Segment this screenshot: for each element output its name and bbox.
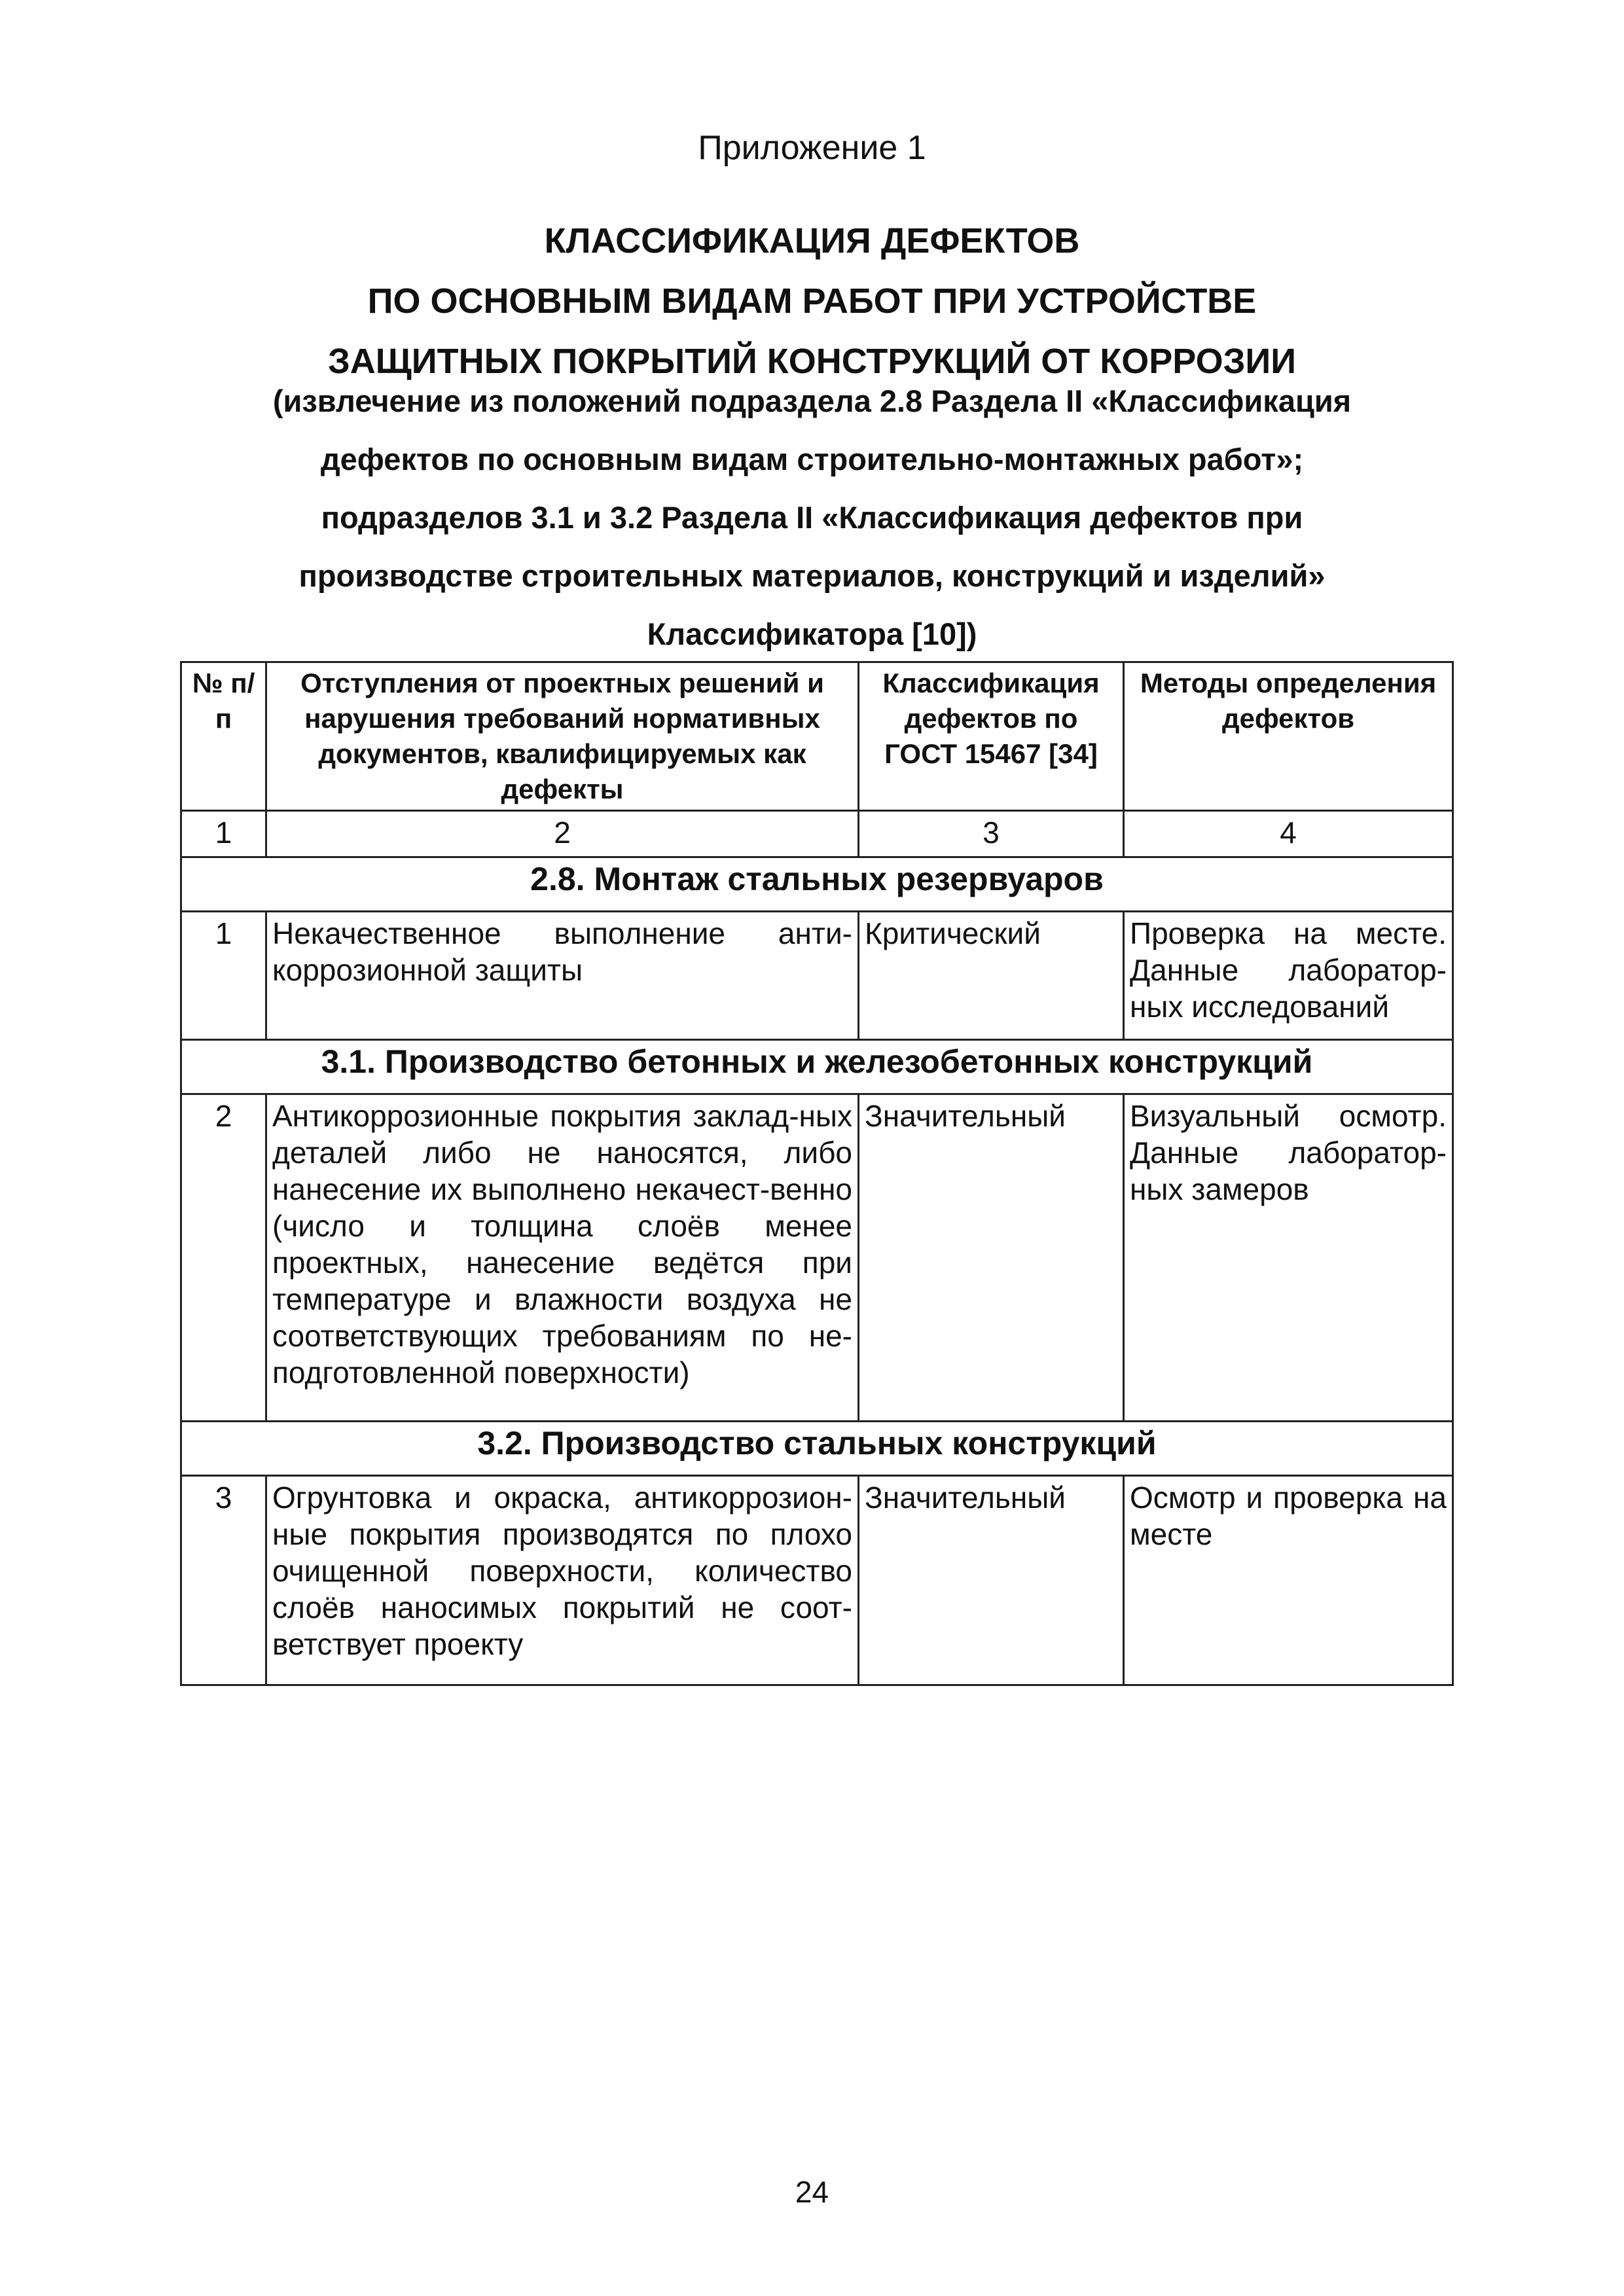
subtitle-line: подразделов 3.1 и 3.2 Раздела II «Классификация дефектов при — [321, 500, 1303, 535]
row-description: Огрунтовка и окраска, антикоррозион-ные покрытия производятся по плохо очищенной поверхности, количество слоёв наносимых покрытий не соот-ветствует проекту — [266, 1476, 859, 1685]
subtitle-line: производстве строительных материалов, конструкций и изделий» — [298, 558, 1326, 593]
row-number: 3 — [181, 1476, 266, 1685]
table-row — [181, 1094, 1453, 1422]
section-title: 2.8. Монтаж стальных резервуаров — [181, 857, 1453, 912]
header-deviations: Отступления от проектных решений и нарушения требований нормативных документов, квалифицируемых как дефекты — [266, 662, 859, 811]
subtitle-line: Классификатора [10]) — [647, 617, 977, 651]
row-classification: Критический — [859, 912, 1124, 1040]
row-description: Некачественное выполнение анти-коррозионной защиты — [266, 912, 859, 1040]
title-line: КЛАССИФИКАЦИЯ ДЕФЕКТОВ — [544, 221, 1080, 260]
subtitle-line: дефектов по основным видам строительно-монтажных работ»; — [320, 442, 1304, 476]
column-number: 4 — [1124, 811, 1453, 857]
page-number: 24 — [795, 2175, 829, 2209]
row-method: Визуальный осмотр. Данные лаборатор-ных замеров — [1124, 1094, 1453, 1422]
section-title: 3.2. Производство стальных конструкций — [181, 1422, 1453, 1476]
row-classification: Значительный — [859, 1094, 1124, 1422]
title-line: ЗАЩИТНЫХ ПОКРЫТИЙ КОНСТРУКЦИЙ ОТ КОРРОЗИИ — [327, 342, 1297, 381]
table-row — [181, 912, 1453, 1040]
section-header-row — [181, 857, 1453, 912]
column-number: 2 — [266, 811, 859, 857]
header-methods: Методы определения дефектов — [1124, 662, 1453, 811]
row-number: 2 — [181, 1094, 266, 1422]
row-number: 1 — [181, 912, 266, 1040]
appendix-label: Приложение 1 — [698, 129, 926, 167]
row-method: Осмотр и проверка на месте — [1124, 1476, 1453, 1685]
title-line: ПО ОСНОВНЫМ ВИДАМ РАБОТ ПРИ УСТРОЙСТВЕ — [367, 281, 1257, 321]
document-title — [0, 211, 1624, 391]
section-title: 3.1. Производство бетонных и железобетонных конструкций — [181, 1040, 1453, 1094]
column-number: 3 — [859, 811, 1124, 857]
column-number: 1 — [181, 811, 266, 857]
section-header-row — [181, 1040, 1453, 1094]
section-header-row — [181, 1422, 1453, 1476]
row-classification: Значительный — [859, 1476, 1124, 1685]
row-method: Проверка на месте. Данные лаборатор-ных исследований — [1124, 912, 1453, 1040]
defects-table — [180, 661, 1454, 1686]
column-number-row — [181, 811, 1453, 857]
row-description: Антикоррозионные покрытия заклад-ных деталей либо не наносятся, либо нанесение их выполнено некачест-венно (число и толщина слоёв менее проектных, нанесение ведётся при температуре и влажности воздуха не соответствующих требованиям по не-подготовленной поверхности) — [266, 1094, 859, 1422]
subtitle-line: (извлечение из положений подраздела 2.8 Раздела II «Классификация — [272, 384, 1352, 418]
table-row — [181, 1476, 1453, 1685]
header-classification: Классификация дефектов по ГОСТ 15467 [34] — [859, 662, 1124, 811]
header-number: № п/п — [181, 662, 266, 811]
table-header-row — [181, 662, 1453, 811]
document-subtitle — [183, 372, 1441, 663]
